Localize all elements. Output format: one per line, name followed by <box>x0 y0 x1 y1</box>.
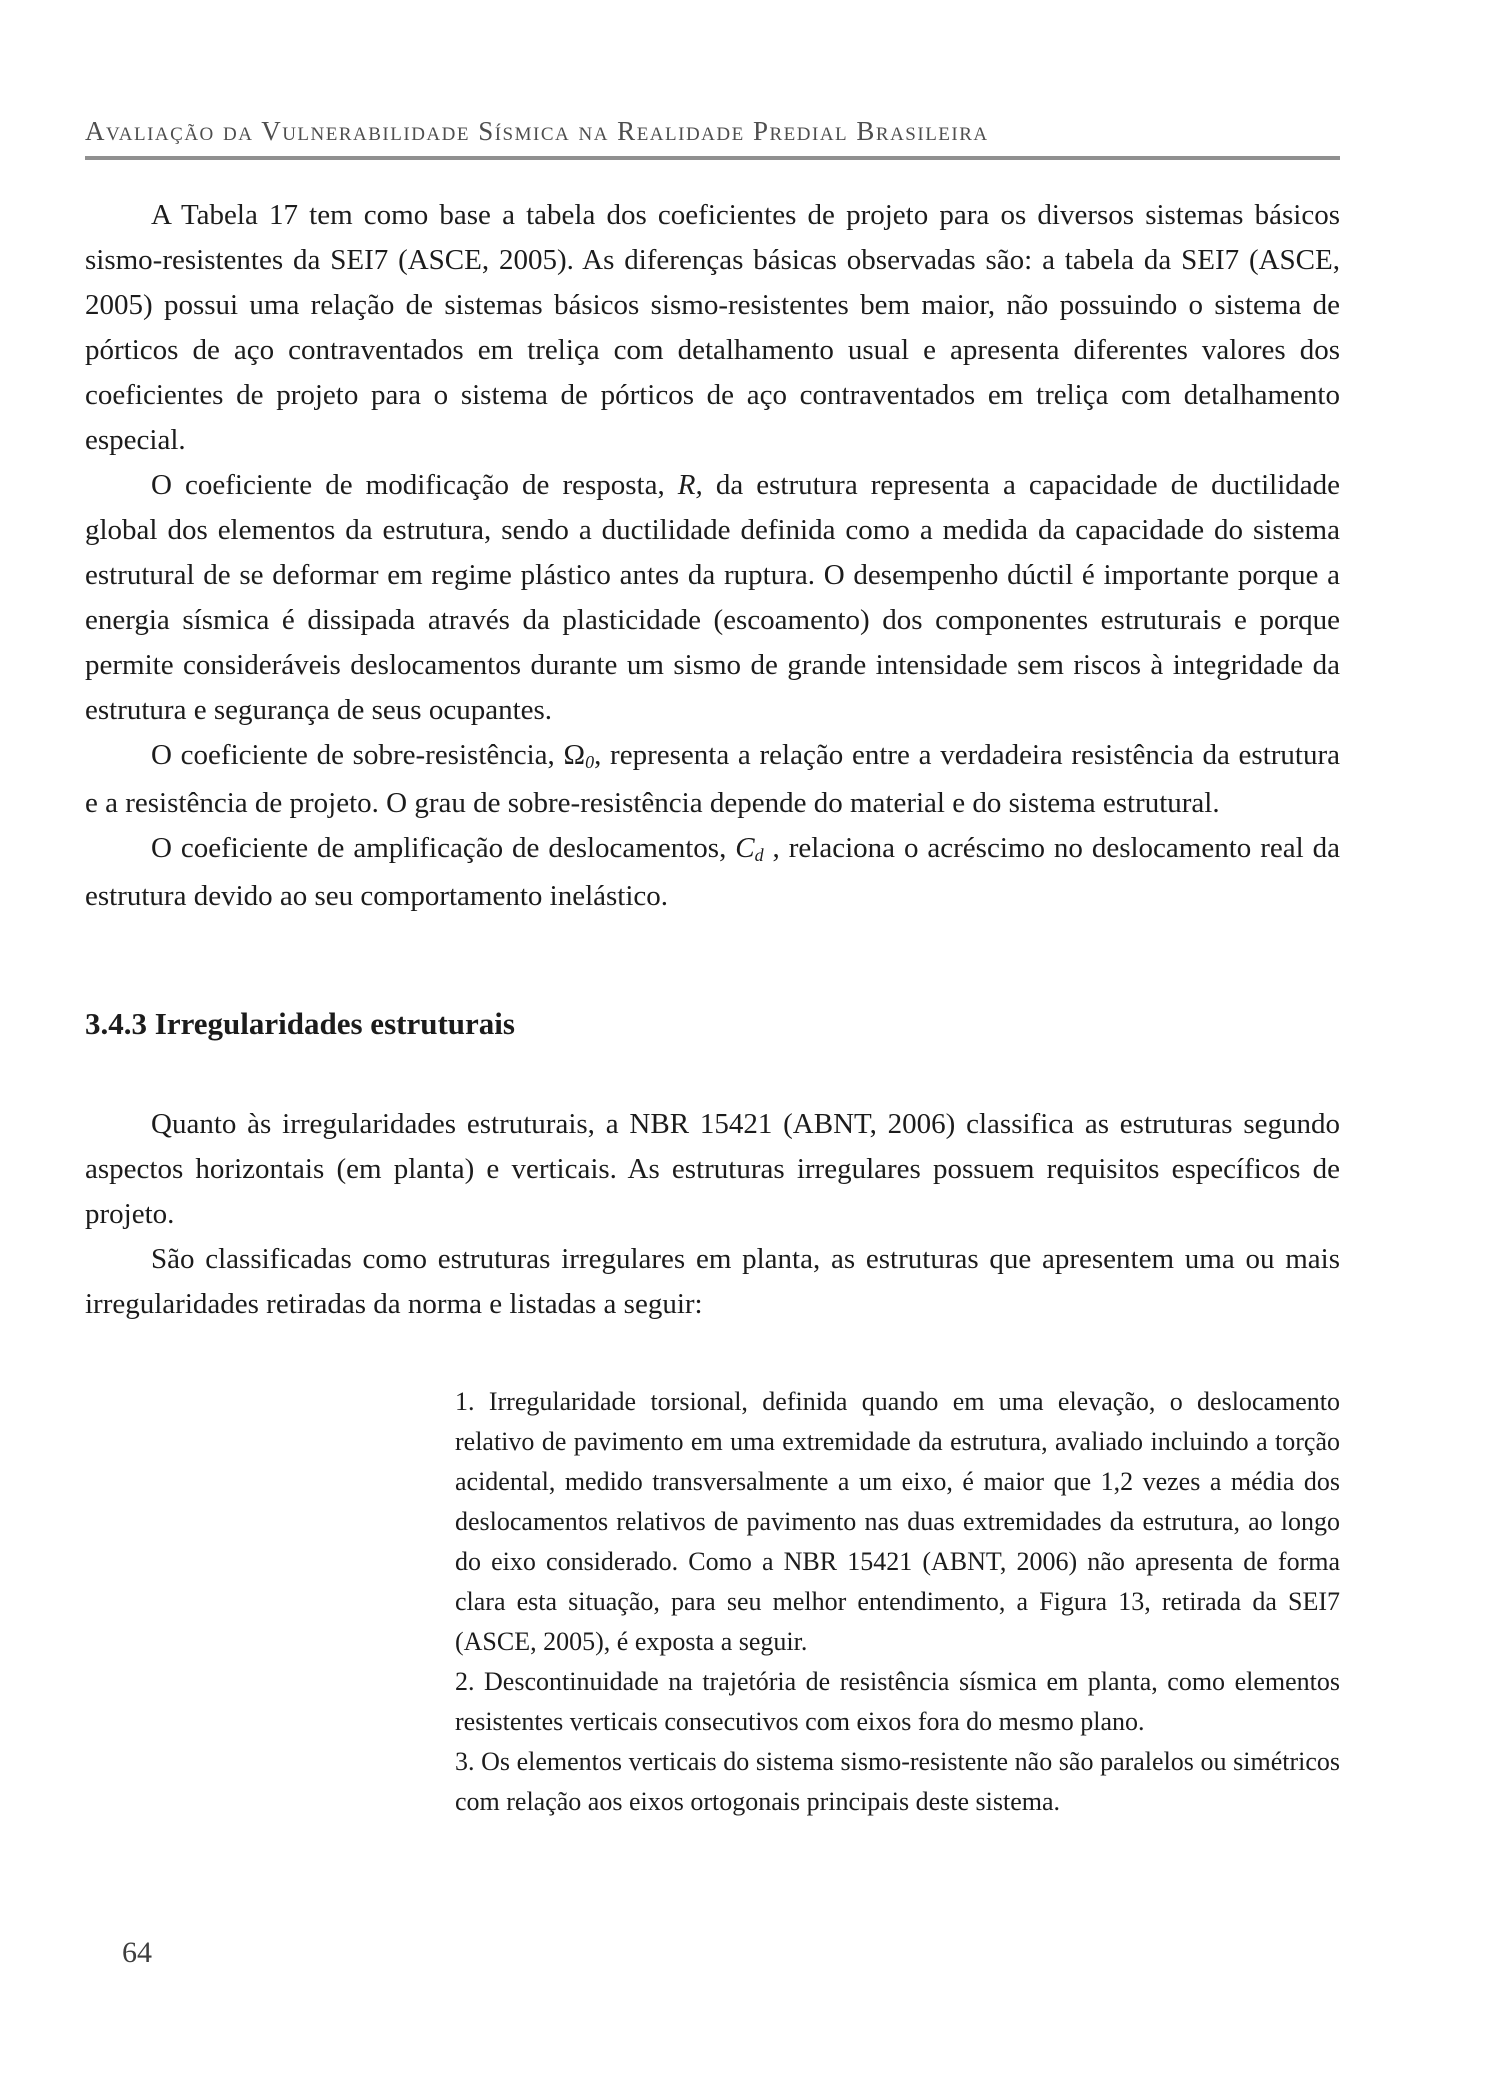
paragraph-quanto-irregularidades <box>85 1102 1340 1237</box>
list-item-text: 2. Descontinuidade na trajetória de resistência sísmica em planta, como elementos resistentes verticais consecutivos com eixos fora do mesmo plano. <box>455 1667 1340 1736</box>
paragraph-text: A Tabela 17 tem como base a tabela dos coeficientes de projeto para os diversos sistemas básicos sismo-resistentes da SEI7 (ASCE, 2005). As diferenças básicas observadas são: a tabela da SEI7 (ASCE, 2005) possui uma relação de sistemas básicos sismo-resistentes bem maior, não possuindo o sistema de pórticos de aço contraventados em treliça com detalhamento usual e apresenta diferentes valores dos coeficientes de projeto para o sistema de pórticos de aço contraventados em treliça com detalhamento especial. <box>85 199 1340 456</box>
paragraph-text: O coeficiente de modificação de resposta, <box>151 469 678 501</box>
list-item-text: 3. Os elementos verticais do sistema sismo-resistente não são paralelos ou simétricos com relação aos eixos ortogonais principais deste sistema. <box>455 1747 1340 1816</box>
math-symbol-C: C <box>735 832 755 864</box>
paragraph-text: Quanto às irregularidades estruturais, a NBR 15421 (ABNT, 2006) classifica as estruturas segundo aspectos horizontais (em planta) e verticais. As estruturas irregulares possuem requisitos específicos de projeto. <box>85 1108 1340 1230</box>
math-subscript-zero: 0 <box>585 752 595 773</box>
page-header <box>85 116 1340 160</box>
header-rule <box>85 156 1340 160</box>
paragraph-tabela17 <box>85 193 1340 463</box>
running-header-title: Avaliação da Vulnerabilidade Sísmica na Realidade Predial Brasileira <box>85 116 989 146</box>
page-number: 64 <box>122 1936 152 1969</box>
paragraph-text: da estrutura representa a capacidade de ductilidade global dos elementos da estrutura, sendo a ductilidade definida como a medida da capacidade do sistema estrutural de se deformar em regime plástico antes da ruptura. O desempenho dúctil é importante porque a energia sísmica é dissipada através da plasticidade (escoamento) dos componentes estruturais e porque permite consideráveis deslocamentos durante um sismo de grande intensidade sem riscos à integridade da estrutura e segurança de seus ocupantes. <box>85 469 1340 726</box>
paragraph-sao-classificadas <box>85 1237 1340 1327</box>
paragraph-coef-modificacao <box>85 463 1340 733</box>
math-subscript-d: d <box>754 845 764 866</box>
irregularities-list <box>455 1382 1340 1822</box>
math-symbol-R: R, <box>677 469 703 501</box>
paragraph-text: , representa a relação entre a verdadeira resistência da estrutura e a resistência de projeto. O grau de sobre-resistência depende do material e do sistema estrutural. <box>85 739 1341 819</box>
paragraph-coef-sobre-resistencia <box>85 733 1340 826</box>
paragraph-text: O coeficiente de sobre-resistência, <box>151 739 564 771</box>
paragraph-coef-amplificacao <box>85 826 1340 919</box>
math-symbol-omega: Ω <box>563 739 586 771</box>
list-item <box>455 1382 1340 1662</box>
body-content <box>85 193 1340 1822</box>
list-item-text: 1. Irregularidade torsional, definida quando em uma elevação, o deslocamento relativo de pavimento em uma extremidade da estrutura, avaliado incluindo a torção acidental, medido transversalmente a um eixo, é maior que 1,2 vezes a média dos deslocamentos relativos de pavimento nas duas extremidades da estrutura, ao longo do eixo considerado. Como a NBR 15421 (ABNT, 2006) não apresenta de forma clara esta situação, para seu melhor entendimento, a Figura 13, retirada da SEI7 (ASCE, 2005), é exposta a seguir. <box>455 1387 1340 1656</box>
section-heading-343: 3.4.3 Irregularidades estruturais <box>85 1006 515 1041</box>
paragraph-text: São classificadas como estruturas irregulares em planta, as estruturas que apresentem uma ou mais irregularidades retiradas da norma e listadas a seguir: <box>85 1243 1340 1320</box>
list-item <box>455 1742 1340 1822</box>
paragraph-text: , relaciona o acréscimo no deslocamento real da estrutura devido ao seu comportamento inelástico. <box>85 832 1340 912</box>
list-item <box>455 1662 1340 1742</box>
paragraph-text: O coeficiente de amplificação de deslocamentos, <box>151 832 736 864</box>
